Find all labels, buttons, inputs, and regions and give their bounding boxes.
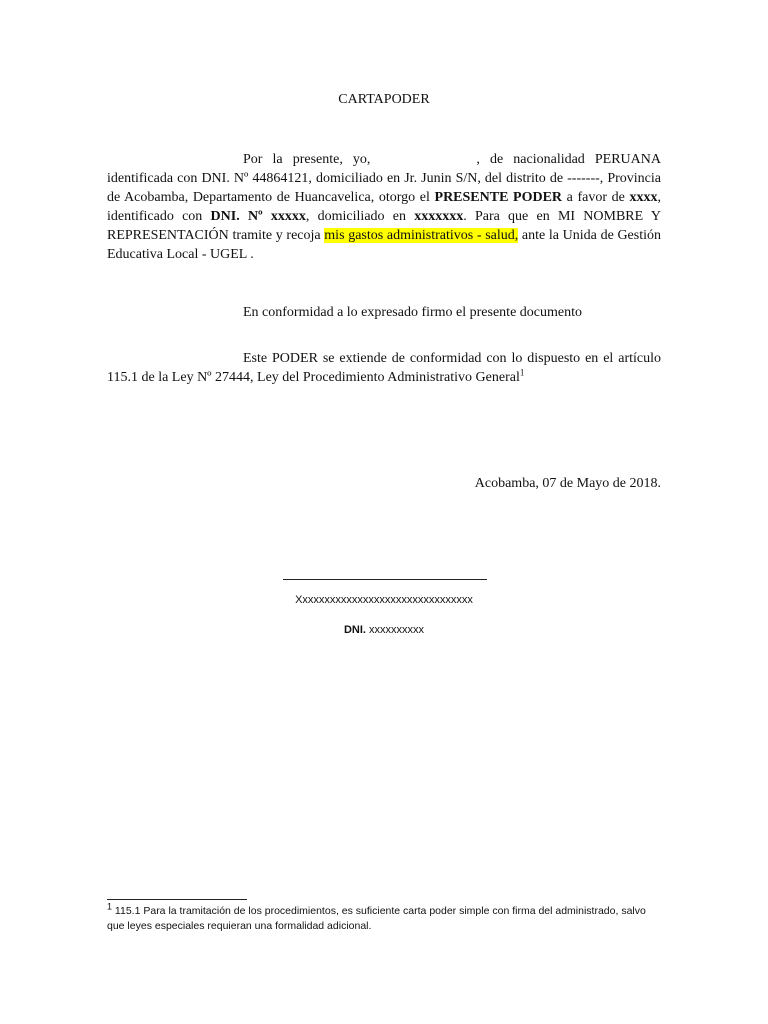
grant-text-1: Por la presente, yo, xyxy=(243,152,371,167)
grant-bold-1: PRESENTE PODER xyxy=(434,190,563,205)
footnote-reference: 1 xyxy=(519,367,525,378)
grant-text-4: , identificado con xyxy=(107,190,661,224)
footnote-text: 115.1 Para la tramitación de los procedimientos, es suficiente carta poder simple con firma del administrado, salvo que leyes especiales requieran una formalidad adicional. xyxy=(107,905,646,932)
signature-line xyxy=(283,579,487,580)
grant-bold-3: DNI. Nº xxxxx xyxy=(210,209,306,224)
footnote-number: 1 xyxy=(107,901,113,912)
footnote xyxy=(107,901,662,934)
grant-bold-2: xxxx xyxy=(629,190,658,205)
grant-bold-4: xxxxxxx xyxy=(414,209,464,224)
dni-label: DNI. xyxy=(343,624,366,636)
signatory-name: Xxxxxxxxxxxxxxxxxxxxxxxxxxxxxxxx xyxy=(295,594,473,606)
highlighted-text: mis gastos administrativos - salud, xyxy=(324,228,519,243)
grant-text-7: ante la Unida de Gestión Educativa Local - UGEL . xyxy=(107,228,661,262)
dni-value: xxxxxxxxxx xyxy=(365,624,425,636)
document-title: CARTAPODER xyxy=(338,92,430,107)
paragraph-conformity: En conformidad a lo expresado firmo el presente documento xyxy=(243,305,582,320)
paragraph-legal xyxy=(107,349,661,387)
grant-text-6: . Para que en MI NOMBRE Y REPRESENTACIÓN tramite y recoja xyxy=(107,209,662,243)
grant-text-5: , domiciliado en xyxy=(305,209,415,224)
document-date: Acobamba, 07 de Mayo de 2018. xyxy=(474,476,661,491)
paragraph-grant xyxy=(107,150,661,264)
footnote-separator xyxy=(107,899,247,900)
legal-text: Este PODER se extiende de conformidad con lo dispuesto en el artículo 115.1 de la Ley Nº 27444, Ley del Procedimiento Administrativo General xyxy=(107,351,661,385)
grant-text-3: a favor de xyxy=(562,190,630,205)
grant-text-2: , de nacionalidad PERUANA identificada con DNI. Nº 44864121, domiciliado en Jr. Junin S/N, del distrito de -------, Provincia de Acobamba, Departamento de Huancavelica, otorgo el xyxy=(107,152,661,205)
signatory-dni xyxy=(0,624,768,636)
